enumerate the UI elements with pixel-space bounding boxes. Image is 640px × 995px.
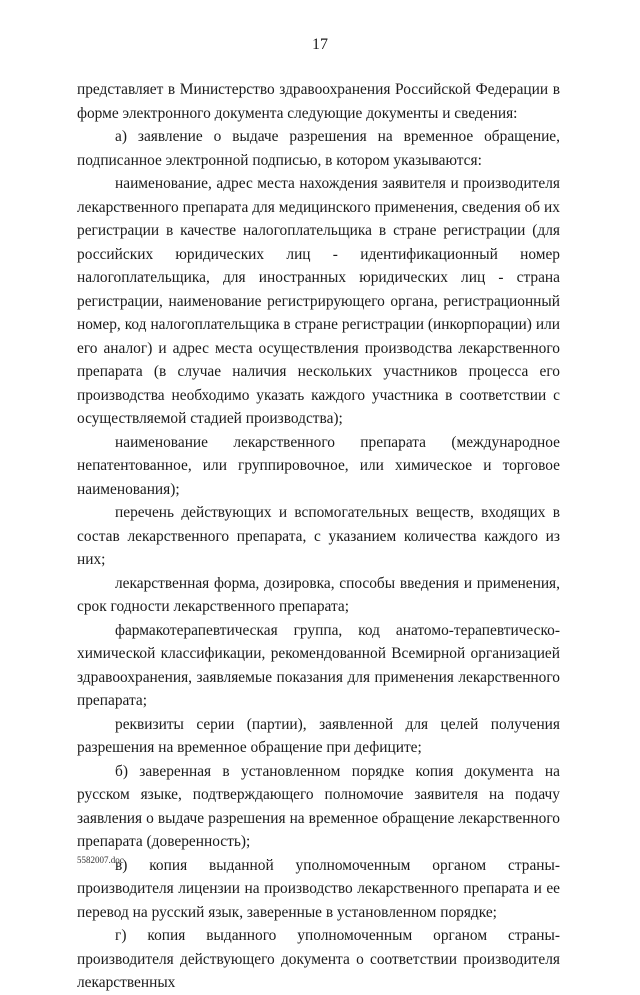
paragraph-item-v: в) копия выданной уполномоченным органом страны-производителя лицензии на производство лекарственного препарата и ее перевод на русский язык, заверенные в установленном порядке; [77,856,560,921]
paragraph-item-a: а) заявление о выдаче разрешения на временное обращение, подписанное электронной подписью, в котором указываются: [77,128,560,169]
paragraph-item-b: б) заверенная в установленном порядке копия документа на русском языке, подтверждающего полномочие заявителя на подачу заявления о выдаче разрешения на временное обращение лекарственного препарата (доверенность); [77,762,560,850]
paragraph-intro: представляет в Министерство здравоохранения Российской Федерации в форме электронного документа следующие документы и сведения: [77,81,560,122]
document-body [77,78,560,995]
footer-file-name: 5582007.doc [77,855,124,865]
paragraph-batch-details: реквизиты серии (партии), заявленной для целей получения разрешения на временное обращение при дефиците; [77,715,560,756]
paragraph-applicant-details: наименование, адрес места нахождения заявителя и производителя лекарственного препарата для медицинского применения, сведения об их регистрации в качестве налогоплательщика в стране регистрации (для российских юридических лиц - идентификационный номер налогоплательщика, для иностранных юридических лиц - страна регистрации, наименование регистрирующего органа, регистрационный номер, код налогоплательщика в стране регистрации (инкорпорации) или его аналог) и адрес места осуществления производства лекарственного препарата (в случае наличия нескольких участников процесса его производства необходимо указать каждого участника в соответствии с осуществляемой стадией производства); [77,175,560,427]
paragraph-item-g: г) копия выданного уполномоченным органом страны-производителя действующего документа о соответствии производителя лекарственных [77,927,560,991]
paragraph-substances: перечень действующих и вспомогательных веществ, входящих в состав лекарственного препарата, с указанием количества каждого из них; [77,504,560,568]
paragraph-drug-name: наименование лекарственного препарата (международное непатентованное, или группировочное, или химическое и торговое наименования); [77,433,560,498]
paragraph-dosage-form: лекарственная форма, дозировка, способы введения и применения, срок годности лекарственного препарата; [77,574,560,615]
page-number: 17 [312,36,328,53]
paragraph-pharmacotherapeutic-group: фармакотерапевтическая группа, код анатомо-терапевтическо-химической классификации, рекомендованной Всемирной организацией здравоохранения, заявляемые показания для применения лекарственного препарата; [77,621,560,709]
